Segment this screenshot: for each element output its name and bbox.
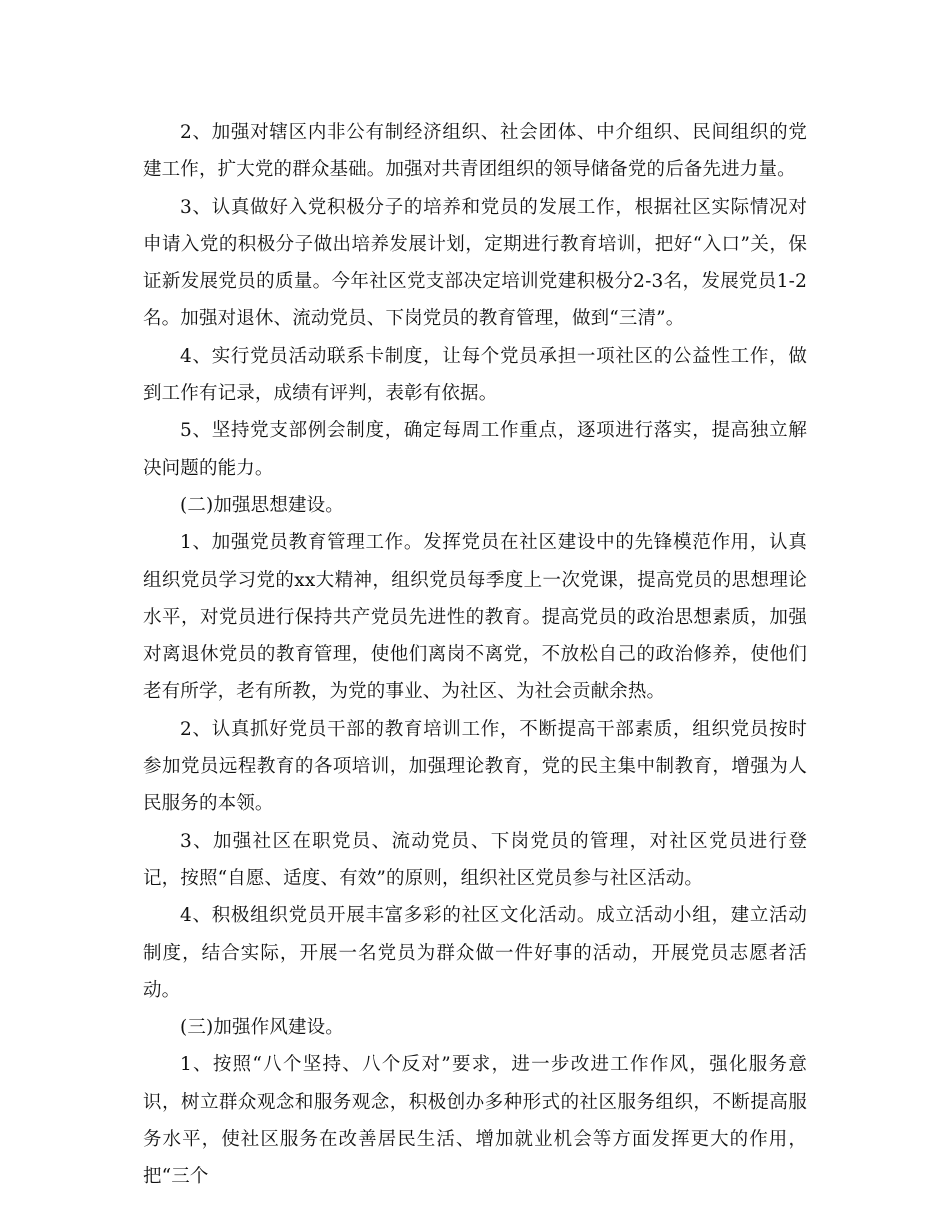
- section-heading: (三)加强作风建设。: [180, 1017, 344, 1039]
- paragraph: 1、加强党员教育管理工作。发挥党员在社区建设中的先锋模范作用，认真组织党员学习党的xx大精神，组织党员每季度上一次党课，提高党员的思想理论水平，对党员进行保持共产党员先进性的教育。提高党员的政治思想素质，加强对离退休党员的教育管理，使他们离岗不离党，不放松自己的政治修养，使他们老有所学，老有所教，为党的事业、为社区、为社会贡献余热。: [143, 532, 807, 703]
- section-heading: (二)加强思想建设。: [180, 494, 344, 516]
- paragraph: 4、实行党员活动联系卡制度，让每个党员承担一项社区的公益性工作，做到工作有记录，成绩有评判，表彰有依据。: [143, 345, 807, 405]
- paragraph: 2、认真抓好党员干部的教育培训工作，不断提高干部素质，组织党员按时参加党员远程教育的各项培训，加强理论教育，党的民主集中制教育，增强为人民服务的本领。: [143, 718, 807, 815]
- paragraph: 2、加强对辖区内非公有制经济组织、社会团体、中介组织、民间组织的党建工作，扩大党的群众基础。加强对共青团组织的领导储备党的后备先进力量。: [143, 122, 807, 181]
- paragraph: 4、积极组织党员开展丰富多彩的社区文化活动。成立活动小组，建立活动制度，结合实际，开展一名党员为群众做一件好事的活动，开展党员志愿者活动。: [143, 905, 807, 1001]
- paragraph: 1、按照“八个坚持、八个反对”要求，进一步改进工作作风，强化服务意识，树立群众观念和服务观念，积极创办多种形式的社区服务组织，不断提高服务水平，使社区服务在改善居民生活、增加就业机会等方面发挥更大的作用，把“三个: [143, 1054, 807, 1188]
- paragraph: 3、认真做好入党积极分子的培养和党员的发展工作，根据社区实际情况对申请入党的积极分子做出培养发展计划，定期进行教育培训，把好“入口”关，保证新发展党员的质量。今年社区党支部决定培训党建积极分2-3名，发展党员1-2名。加强对退休、流动党员、下岗党员的教育管理，做到“三清”。: [143, 196, 807, 330]
- paragraph: 5、坚持党支部例会制度，确定每周工作重点，逐项进行落实，提高独立解决问题的能力。: [143, 420, 807, 479]
- paragraph: 3、加强社区在职党员、流动党员、下岗党员的管理，对社区党员进行登记，按照“自愿、适度、有效”的原则，组织社区党员参与社区活动。: [143, 830, 807, 889]
